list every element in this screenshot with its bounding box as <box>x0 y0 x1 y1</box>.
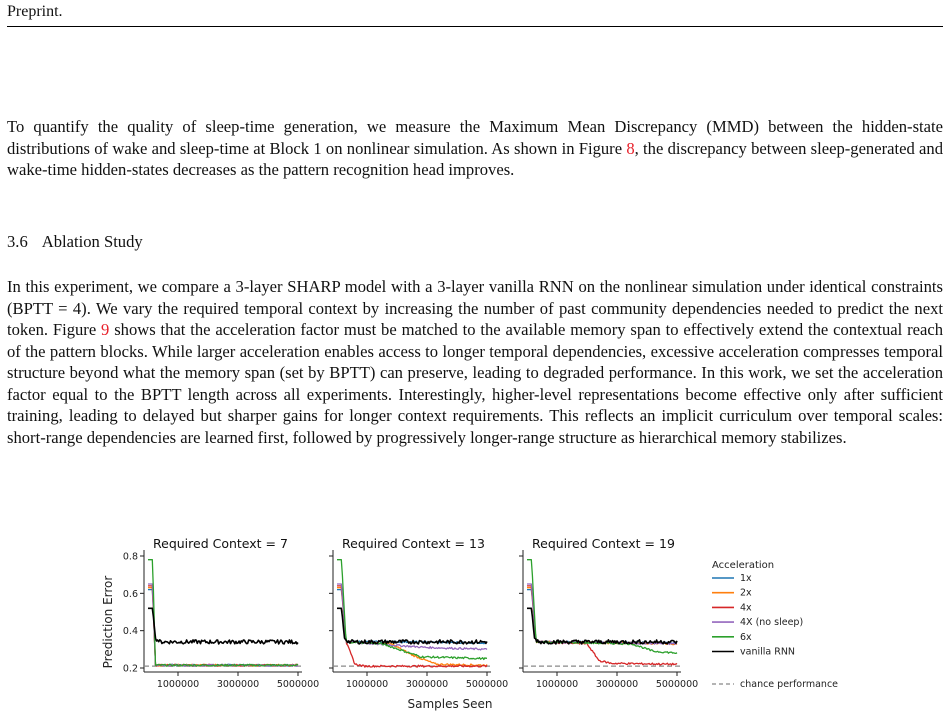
panel-title: Required Context = 7 <box>153 536 288 551</box>
legend <box>712 560 838 690</box>
x-tick-label: 5000000 <box>276 679 320 690</box>
y-axis-label: Prediction Error <box>101 575 115 669</box>
figure-8-link[interactable]: 8 <box>626 138 635 158</box>
series-line-vanilla-rnn <box>527 608 677 644</box>
figure-9 <box>0 530 949 717</box>
series-line-2x <box>527 588 677 645</box>
x-tick-label: 3000000 <box>595 679 639 690</box>
section-title: Ablation Study <box>41 232 143 251</box>
series-line-4x-no-sleep- <box>527 584 677 644</box>
series-line-vanilla-rnn <box>148 608 298 644</box>
x-tick-label: 1000000 <box>345 679 389 690</box>
series-line-1x <box>527 590 677 644</box>
figure-panels <box>123 536 698 690</box>
x-tick-label: 1000000 <box>535 679 579 690</box>
x-tick-label: 1000000 <box>156 679 200 690</box>
figure-9-link[interactable]: 9 <box>101 320 110 339</box>
legend-title: Acceleration <box>712 560 775 571</box>
y-tick-label: 0.2 <box>122 663 138 675</box>
chart-panel-2 <box>329 536 508 690</box>
paragraph-ablation <box>7 276 943 448</box>
series-line-4x <box>148 586 298 666</box>
chart-panel-3 <box>519 536 698 690</box>
section-number: 3.6 <box>7 232 28 251</box>
running-head: Preprint. <box>7 3 63 20</box>
series-line-1x <box>148 590 298 667</box>
paragraph-ablation-text-b: shows that the acceleration factor must be matched to the available memory span to effectively extend the contextual reach of the pattern blocks. While larger acceleration enables access to longer temporal dependencies, excessive acceleration compresses temporal structure beyond what the memory span (set by BPTT) can preserve, leading to degraded performance. In this work, we set the acceleration factor equal to the BPTT length across all experiments. Interestingly, higher-level representations become effective only after sufficient training, leading to delayed but sharper gains for longer context requirements. This reflects an implicit curriculum over temporal scales: short-range dependencies are learned first, followed by progressively longer-range structure as hierarchical memory stabilizes. <box>7 320 943 447</box>
paragraph-ablation-text-a: In this experiment, we compare a 3-layer SHARP model with a 3-layer vanilla RNN on the nonlinear simulation under identical constraints (BPTT = 4). We vary the required temporal context by increasing the number of past community dependencies needed to predict the next token. Figure <box>7 277 943 339</box>
series-line-2x <box>148 588 298 666</box>
y-tick-label: 0.4 <box>122 626 138 638</box>
header-rule <box>7 26 943 27</box>
legend-entry: 4x <box>740 602 752 614</box>
series-line-vanilla-rnn <box>337 608 487 644</box>
x-tick-label: 5000000 <box>465 679 509 690</box>
series-line-6x <box>148 560 298 666</box>
panel-title: Required Context = 13 <box>342 536 485 551</box>
x-tick-label: 3000000 <box>216 679 260 690</box>
panel-title: Required Context = 19 <box>532 536 675 551</box>
paragraph-mmd <box>7 116 943 181</box>
x-axis-label: Samples Seen <box>407 697 493 711</box>
chart-panel-1 <box>123 536 319 690</box>
legend-entry: 1x <box>740 573 752 584</box>
y-tick-label: 0.8 <box>122 551 138 563</box>
x-tick-label: 5000000 <box>655 679 699 690</box>
legend-chance-entry: chance performance <box>740 679 839 690</box>
series-line-6x <box>527 560 677 654</box>
y-tick-label: 0.6 <box>122 588 138 600</box>
legend-entry: 2x <box>740 587 752 599</box>
series-line-4x-no-sleep- <box>148 584 298 666</box>
legend-entry: 6x <box>740 631 752 643</box>
section-heading <box>7 232 143 252</box>
paragraph-mmd-text-a: To quantify the quality of sleep-time generation, we measure the Maximum Mean Discrepancy (MMD) between the hidden-state distributions of wake and sleep-time at Block 1 on nonlinear simulation. As shown in Figure <box>7 117 943 158</box>
x-tick-label: 3000000 <box>405 679 449 690</box>
paragraph-mmd-text-b: , the discrepancy between sleep-generated and wake-time hidden-states decreases as the pattern recognition head improves. <box>7 138 943 179</box>
series-line-4x-no-sleep- <box>337 584 487 650</box>
legend-entry: 4X (no sleep) <box>740 617 804 629</box>
series-line-1x <box>337 590 487 644</box>
series-line-4x <box>527 586 677 665</box>
legend-entry: vanilla RNN <box>740 646 796 658</box>
